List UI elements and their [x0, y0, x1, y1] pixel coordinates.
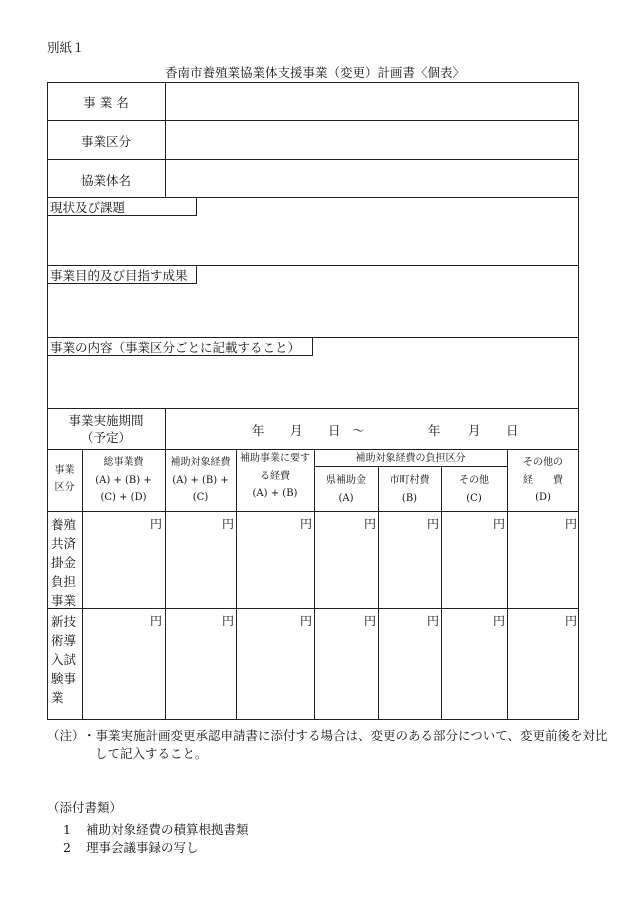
document-title: 香南市養殖業協業体支援事業（変更）計画書〈個表〉 — [164, 65, 465, 80]
attachment-num-1: 1 — [63, 822, 71, 837]
period-end-day: 日 — [506, 423, 519, 438]
note-line-2: して記入すること。 — [95, 746, 208, 761]
row1-subsidy-needed-unit: 円 — [300, 517, 313, 531]
row2-subsidy-target-unit: 円 — [222, 614, 235, 628]
row-name-aquaculture-insurance: 養殖 共済 掛金 負担 事業 — [51, 517, 77, 608]
period-start-month: 月 — [290, 423, 303, 438]
period-start-day: 日 — [328, 423, 341, 438]
row2-other-unit: 円 — [493, 614, 506, 628]
row1-other-cost-unit: 円 — [565, 517, 578, 531]
group-name-label: 協業体名 — [80, 173, 131, 188]
row-name-new-technology-trial: 新技 術導 入試 験事 業 — [51, 614, 77, 705]
header-other: その他 (C) — [459, 475, 489, 504]
period-label: 事業実施期間 — [68, 413, 144, 428]
attachments-heading: （添付書類） — [47, 800, 123, 815]
project-name-field[interactable] — [166, 83, 578, 120]
period-tilde: ～ — [352, 423, 365, 438]
attachment-num-2: 2 — [63, 840, 71, 855]
row1-total-unit: 円 — [150, 517, 163, 531]
period-label-note: （予定） — [80, 430, 131, 445]
row1-subsidy-target-unit: 円 — [222, 517, 235, 531]
row1-other-unit: 円 — [493, 517, 506, 531]
note-prefix: （注） — [47, 728, 85, 743]
row1-municipal-unit: 円 — [427, 517, 440, 531]
row2-subsidy-needed-unit: 円 — [300, 614, 313, 628]
header-other-cost: その他の 経 費 (D) — [523, 457, 563, 503]
header-prefecture: 県補助金 (A) — [326, 475, 366, 504]
project-category-field[interactable] — [166, 121, 578, 159]
header-burden-group: 補助対象経費の負担区分 — [355, 453, 466, 464]
row2-other-cost-unit: 円 — [565, 614, 578, 628]
period-start-year: 年 — [252, 423, 265, 438]
period-end-year: 年 — [428, 423, 441, 438]
header-subsidy-target: 補助対象経費 (A) + (B) + (C) — [170, 457, 231, 503]
row2-prefecture-unit: 円 — [364, 614, 377, 628]
attachment-item-2: 理事会議事録の写し — [86, 840, 199, 855]
header-total-cost: 総事業費 (A) + (B) + (C) + (D) — [95, 457, 152, 503]
attachment-item-1: 補助対象経費の積算根拠書類 — [86, 822, 249, 837]
purpose-label: 事業目的及び目指す成果 — [50, 268, 188, 283]
header-municipal: 市町村費 (B) — [389, 475, 430, 504]
header-subsidy-needed: 補助事業に要す る経費 (A) + (B) — [240, 453, 310, 499]
row1-prefecture-unit: 円 — [364, 517, 377, 531]
header-kubun: 事業 区分 — [54, 465, 75, 493]
current-status-label: 現状及び課題 — [50, 200, 126, 215]
note-line-1: ・事業実施計画変更承認申請書に添付する場合は、変更のある部分について、変更前後を対比 — [83, 728, 608, 743]
row2-total-unit: 円 — [150, 614, 163, 628]
project-name-label: 事 業 名 — [83, 95, 129, 110]
project-category-label: 事業区分 — [80, 134, 131, 149]
content-label: 事業の内容（事業区分ごとに記載すること） — [50, 340, 301, 355]
row2-municipal-unit: 円 — [427, 614, 440, 628]
group-name-field[interactable] — [166, 160, 578, 198]
annex-label: 別紙１ — [47, 40, 85, 55]
period-end-month: 月 — [468, 423, 481, 438]
